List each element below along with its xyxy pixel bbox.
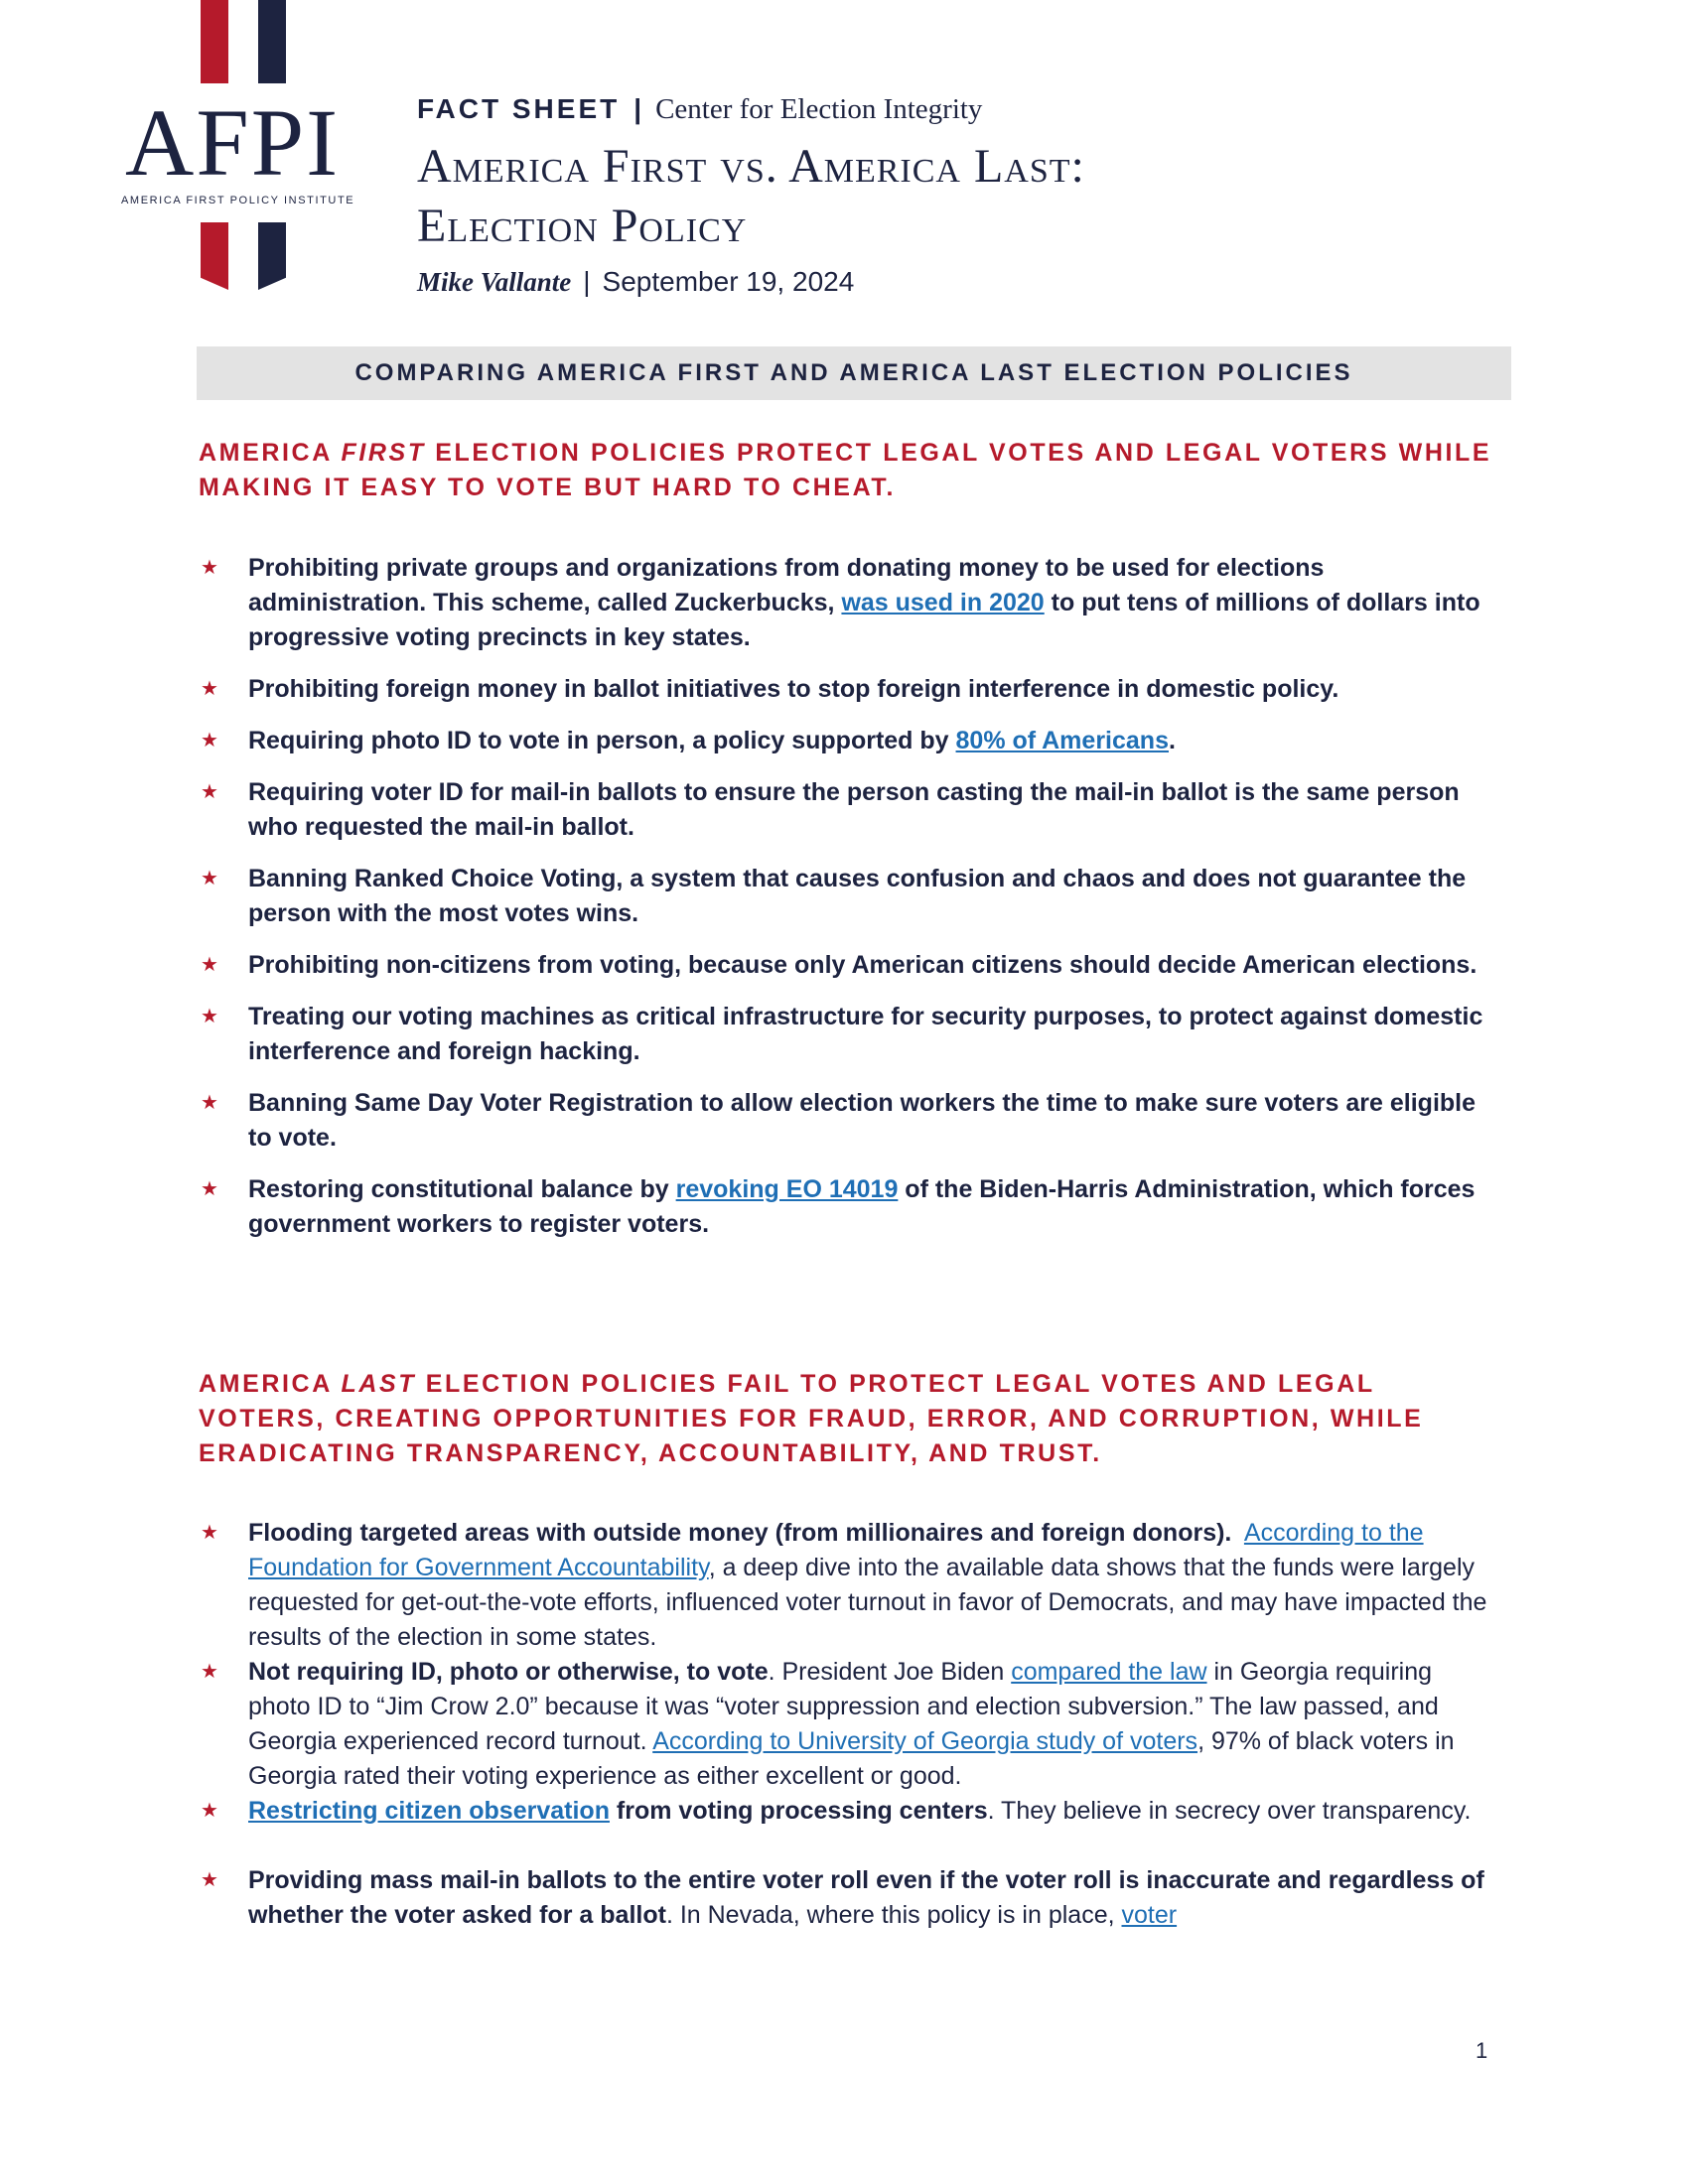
zuckerbucks-2020-link[interactable]: was used in 2020 — [841, 589, 1045, 616]
heading-last-post: ELECTION POLICIES FAIL TO PROTECT LEGAL VOTES AND LEGAL VOTERS, CREATING OPPORTUNITIES FOR FRAUD, ERROR, AND CORRUPTION, WHILE ERADICATING TRANSPARENCY, ACCOUNTABILITY, AND TRUST. — [199, 1370, 1424, 1467]
item-text: . In Nevada, where this policy is in place, — [665, 1901, 1122, 1929]
america-first-policy-list — [199, 551, 1489, 1259]
compared-the-law-link[interactable]: compared the law — [1011, 1658, 1207, 1686]
logo-subtitle: AMERICA FIRST POLICY INSTITUTE — [121, 195, 355, 206]
list-item — [199, 1794, 1489, 1829]
center-name: Center for Election Integrity — [655, 93, 983, 125]
item-text: of the Biden-Harris Administration, which forces government workers to register voters. — [248, 1175, 1476, 1238]
logo-wordmark: AFPI — [125, 89, 341, 196]
list-item — [199, 1516, 1489, 1655]
logo-bar-navy-bottom — [258, 222, 286, 290]
star-bullet-icon: ★ — [201, 1800, 218, 1822]
heading-last-pre: AMERICA — [199, 1370, 342, 1398]
item-text: Restoring constitutional balance by — [248, 1175, 676, 1203]
item-text: . They believe in secrecy over transparency. — [987, 1797, 1472, 1825]
page-number: 1 — [1476, 2038, 1488, 2063]
item-text: Prohibiting non-citizens from voting, because only American citizens should decide American elections. — [248, 951, 1477, 979]
fact-sheet-line — [417, 91, 1509, 127]
list-item — [199, 672, 1489, 707]
doc-type-label: FACT SHEET — [417, 93, 621, 124]
star-bullet-icon: ★ — [201, 1006, 218, 1027]
item-text: Banning Same Day Voter Registration to allow election workers the time to make sure voters are eligible to vote. — [248, 1089, 1477, 1152]
publication-date: September 19, 2024 — [602, 266, 855, 297]
list-item — [199, 551, 1489, 655]
section-last-heading — [199, 1367, 1509, 1471]
logo-bar-red-bottom — [201, 222, 228, 290]
logo-bar-navy-top — [258, 0, 286, 83]
star-bullet-icon: ★ — [201, 954, 218, 976]
fga-link[interactable]: According to the Foundation for Government Accountability — [248, 1519, 1424, 1581]
item-lead-text: Not requiring ID, photo or otherwise, to vote — [248, 1658, 769, 1686]
item-text: in Georgia requiring photo ID to “Jim Crow 2.0” because it was “voter suppression and election subversion.” The law passed, and Georgia experienced record turnout. — [248, 1658, 1439, 1755]
star-bullet-icon: ★ — [201, 781, 218, 803]
heading-first-emphasis: FIRST — [341, 439, 426, 467]
item-text: . President Joe Biden — [768, 1658, 1012, 1686]
list-item — [199, 948, 1489, 983]
section-first-heading — [199, 436, 1509, 505]
item-text: Banning Ranked Choice Voting, a system that causes confusion and chaos and does not guarantee the person with the most votes wins. — [248, 865, 1467, 927]
item-text: Prohibiting foreign money in ballot initiatives to stop foreign interference in domestic policy. — [248, 675, 1339, 703]
afpi-logo — [119, 0, 377, 298]
item-lead-text: from voting processing centers — [609, 1797, 988, 1825]
author-name: Mike Vallante — [417, 267, 572, 297]
logo-bar-red-top — [201, 0, 228, 83]
title-line-2: Election Policy — [417, 200, 748, 252]
item-text: Prohibiting private groups and organizations from donating money to be used for elections administration. This scheme, called Zuckerbucks, — [248, 554, 1325, 616]
item-text: . — [1168, 727, 1176, 754]
list-item — [199, 1086, 1489, 1156]
heading-first-post: ELECTION POLICIES PROTECT LEGAL VOTES AND LEGAL VOTERS WHILE MAKING IT EASY TO VOTE BUT HARD TO CHEAT. — [199, 439, 1492, 501]
uga-study-link[interactable]: According to University of Georgia study of voters — [652, 1727, 1198, 1755]
star-bullet-icon: ★ — [201, 557, 218, 579]
item-lead-text: Flooding targeted areas with outside money (from millionaires and foreign donors). — [248, 1519, 1232, 1547]
item-text: Requiring voter ID for mail-in ballots to ensure the person casting the mail-in ballot is the same person who requested the mail-in ballot. — [248, 778, 1460, 841]
america-last-policy-list — [199, 1516, 1489, 1933]
header-separator: | — [633, 93, 642, 124]
star-bullet-icon: ★ — [201, 1661, 218, 1683]
list-item — [199, 862, 1489, 931]
star-bullet-icon: ★ — [201, 868, 218, 889]
star-bullet-icon: ★ — [201, 730, 218, 751]
document-header — [417, 91, 1509, 302]
title-line-1: America First vs. America Last: — [417, 140, 1085, 193]
comparison-banner: COMPARING AMERICA FIRST AND AMERICA LAST ELECTION POLICIES — [197, 346, 1511, 400]
star-bullet-icon: ★ — [201, 1092, 218, 1114]
citizen-observation-link[interactable]: Restricting citizen observation — [248, 1797, 610, 1825]
heading-last-emphasis: LAST — [341, 1370, 417, 1398]
item-text: Treating our voting machines as critical infrastructure for security purposes, to protect against domestic interference and foreign hacking. — [248, 1003, 1483, 1065]
star-bullet-icon: ★ — [201, 678, 218, 700]
revoking-eo-14019-link[interactable]: revoking EO 14019 — [675, 1175, 899, 1203]
list-item — [199, 1655, 1489, 1794]
document-title — [417, 137, 1509, 256]
byline-separator: | — [583, 266, 591, 297]
item-text: , a deep dive into the available data shows that the funds were largely requested for get-out-the-vote efforts, influenced voter turnout in favor of Democrats, and may have impacted the results of the election in some states. — [248, 1554, 1487, 1651]
star-bullet-icon: ★ — [201, 1178, 218, 1200]
item-text: , 97% of black voters in Georgia rated their voting experience as either excellent or good. — [248, 1727, 1455, 1790]
list-item — [199, 1000, 1489, 1069]
item-text: to put tens of millions of dollars into progressive voting precincts in key states. — [248, 589, 1480, 651]
voter-link[interactable]: voter — [1121, 1901, 1178, 1929]
list-item — [199, 724, 1489, 758]
list-item — [199, 775, 1489, 845]
eighty-percent-americans-link[interactable]: 80% of Americans — [955, 727, 1169, 754]
item-lead-text: Providing mass mail-in ballots to the entire voter roll even if the voter roll is inaccurate and regardless of whether the voter asked for a ballot — [248, 1866, 1484, 1929]
star-bullet-icon: ★ — [201, 1869, 218, 1891]
list-item — [199, 1863, 1489, 1933]
byline — [417, 262, 1509, 302]
star-bullet-icon: ★ — [201, 1522, 218, 1544]
heading-first-pre: AMERICA — [199, 439, 342, 467]
list-item — [199, 1172, 1489, 1242]
item-text: Requiring photo ID to vote in person, a policy supported by — [248, 727, 956, 754]
